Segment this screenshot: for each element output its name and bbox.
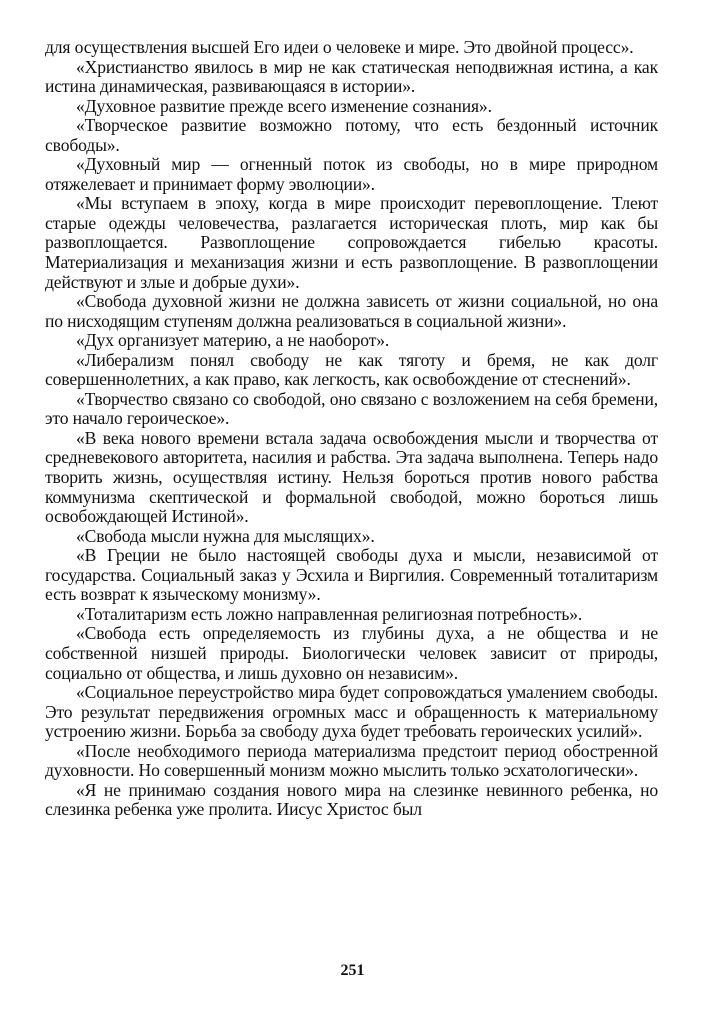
- paragraph-quote: «В века нового времени встала задача освобождения мысли и творчества от средневекового авторитета, насилия и рабства. Эта задача выполнена. Теперь надо творить жизнь, осуществляя истину. Нельзя бороться против нового рабства коммунизма скептической и формальной свободой, можно бороться лишь освобождающей Истиной».: [45, 427, 658, 527]
- paragraph-quote: «После необходимого периода материализма предстоит период обостренной духовности. Но совершенный монизм можно мыслить только эсхатологически».: [45, 740, 658, 781]
- paragraph-quote: «Свобода есть определяемость из глубины духа, а не общества и не собственной низшей природы. Биологически человек зависит от природы, социально от общества, и лишь духовно он независим».: [45, 623, 658, 683]
- paragraph-quote: «Социальное переустройство мира будет сопровождаться умалением свободы. Это результат передвижения огромных масс и обращенность к материальному устроению жизни. Борьба за свободу духа будет требовать героических усилий».: [45, 682, 658, 742]
- paragraph-quote: «В Греции не было настоящей свободы духа и мысли, независимой от государства. Социальный заказ у Эсхила и Виргилия. Современный тоталитаризм есть возврат к языческому монизму».: [45, 545, 658, 605]
- paragraph-quote: «Творческое развитие возможно потому, что есть бездонный источник свободы».: [45, 115, 658, 155]
- paragraph-quote: «Дух организует материю, а не наоборот».: [76, 330, 390, 351]
- paragraph-quote: «Христианство явилось в мир не как статическая неподвижная истина, а как истина динамическая, развивающаяся в истории».: [45, 56, 658, 97]
- page-number: 251: [340, 962, 365, 979]
- paragraph-quote: «Духовный мир — огненный поток из свободы, но в мире природном отяжелевает и принимает форму эволюции».: [45, 154, 658, 194]
- paragraph-quote: «Творчество связано со свободой, оно связано с возложением на себя бремени, это начало героическое».: [45, 388, 658, 429]
- paragraph-quote: «Мы вступаем в эпоху, когда в мире происходит перевоплощение. Тлеют старые одежды человечества, разлагается историческая плоть, мир как бы развоплощается. Развоплощение сопровождается гибелью красоты. Материализация и механизация жизни и есть развоплощение. В развоплощении действуют и злые и добрые духи».: [45, 193, 658, 292]
- paragraph-quote: «Духовное развитие прежде всего изменение сознания».: [76, 95, 492, 116]
- paragraph-continuation: для осуществления высшей Его идеи о человеке и мире. Это двойной процесс».: [45, 37, 634, 57]
- paragraph-quote: «Либерализм понял свободу не как тяготу и бремя, не как долг совершеннолетних, а как право, как легкость, как освобождение от стеснений».: [45, 349, 658, 390]
- paragraph-quote: «Свобода духовной жизни не должна зависеть от жизни социальной, но она по нисходящим ступеням должна реализоваться в социальной жизни».: [45, 291, 658, 331]
- paragraph-quote: «Тоталитаризм есть ложно направленная религиозная потребность».: [76, 603, 583, 624]
- page-body: [45, 38, 658, 820]
- paragraph-quote: «Свобода мысли нужна для мыслящих».: [76, 525, 375, 546]
- paragraph-quote: «Я не принимаю создания нового мира на слезинке невинного ребенка, но слезинка ребенка уже пролита. Иисус Христос был: [45, 779, 658, 820]
